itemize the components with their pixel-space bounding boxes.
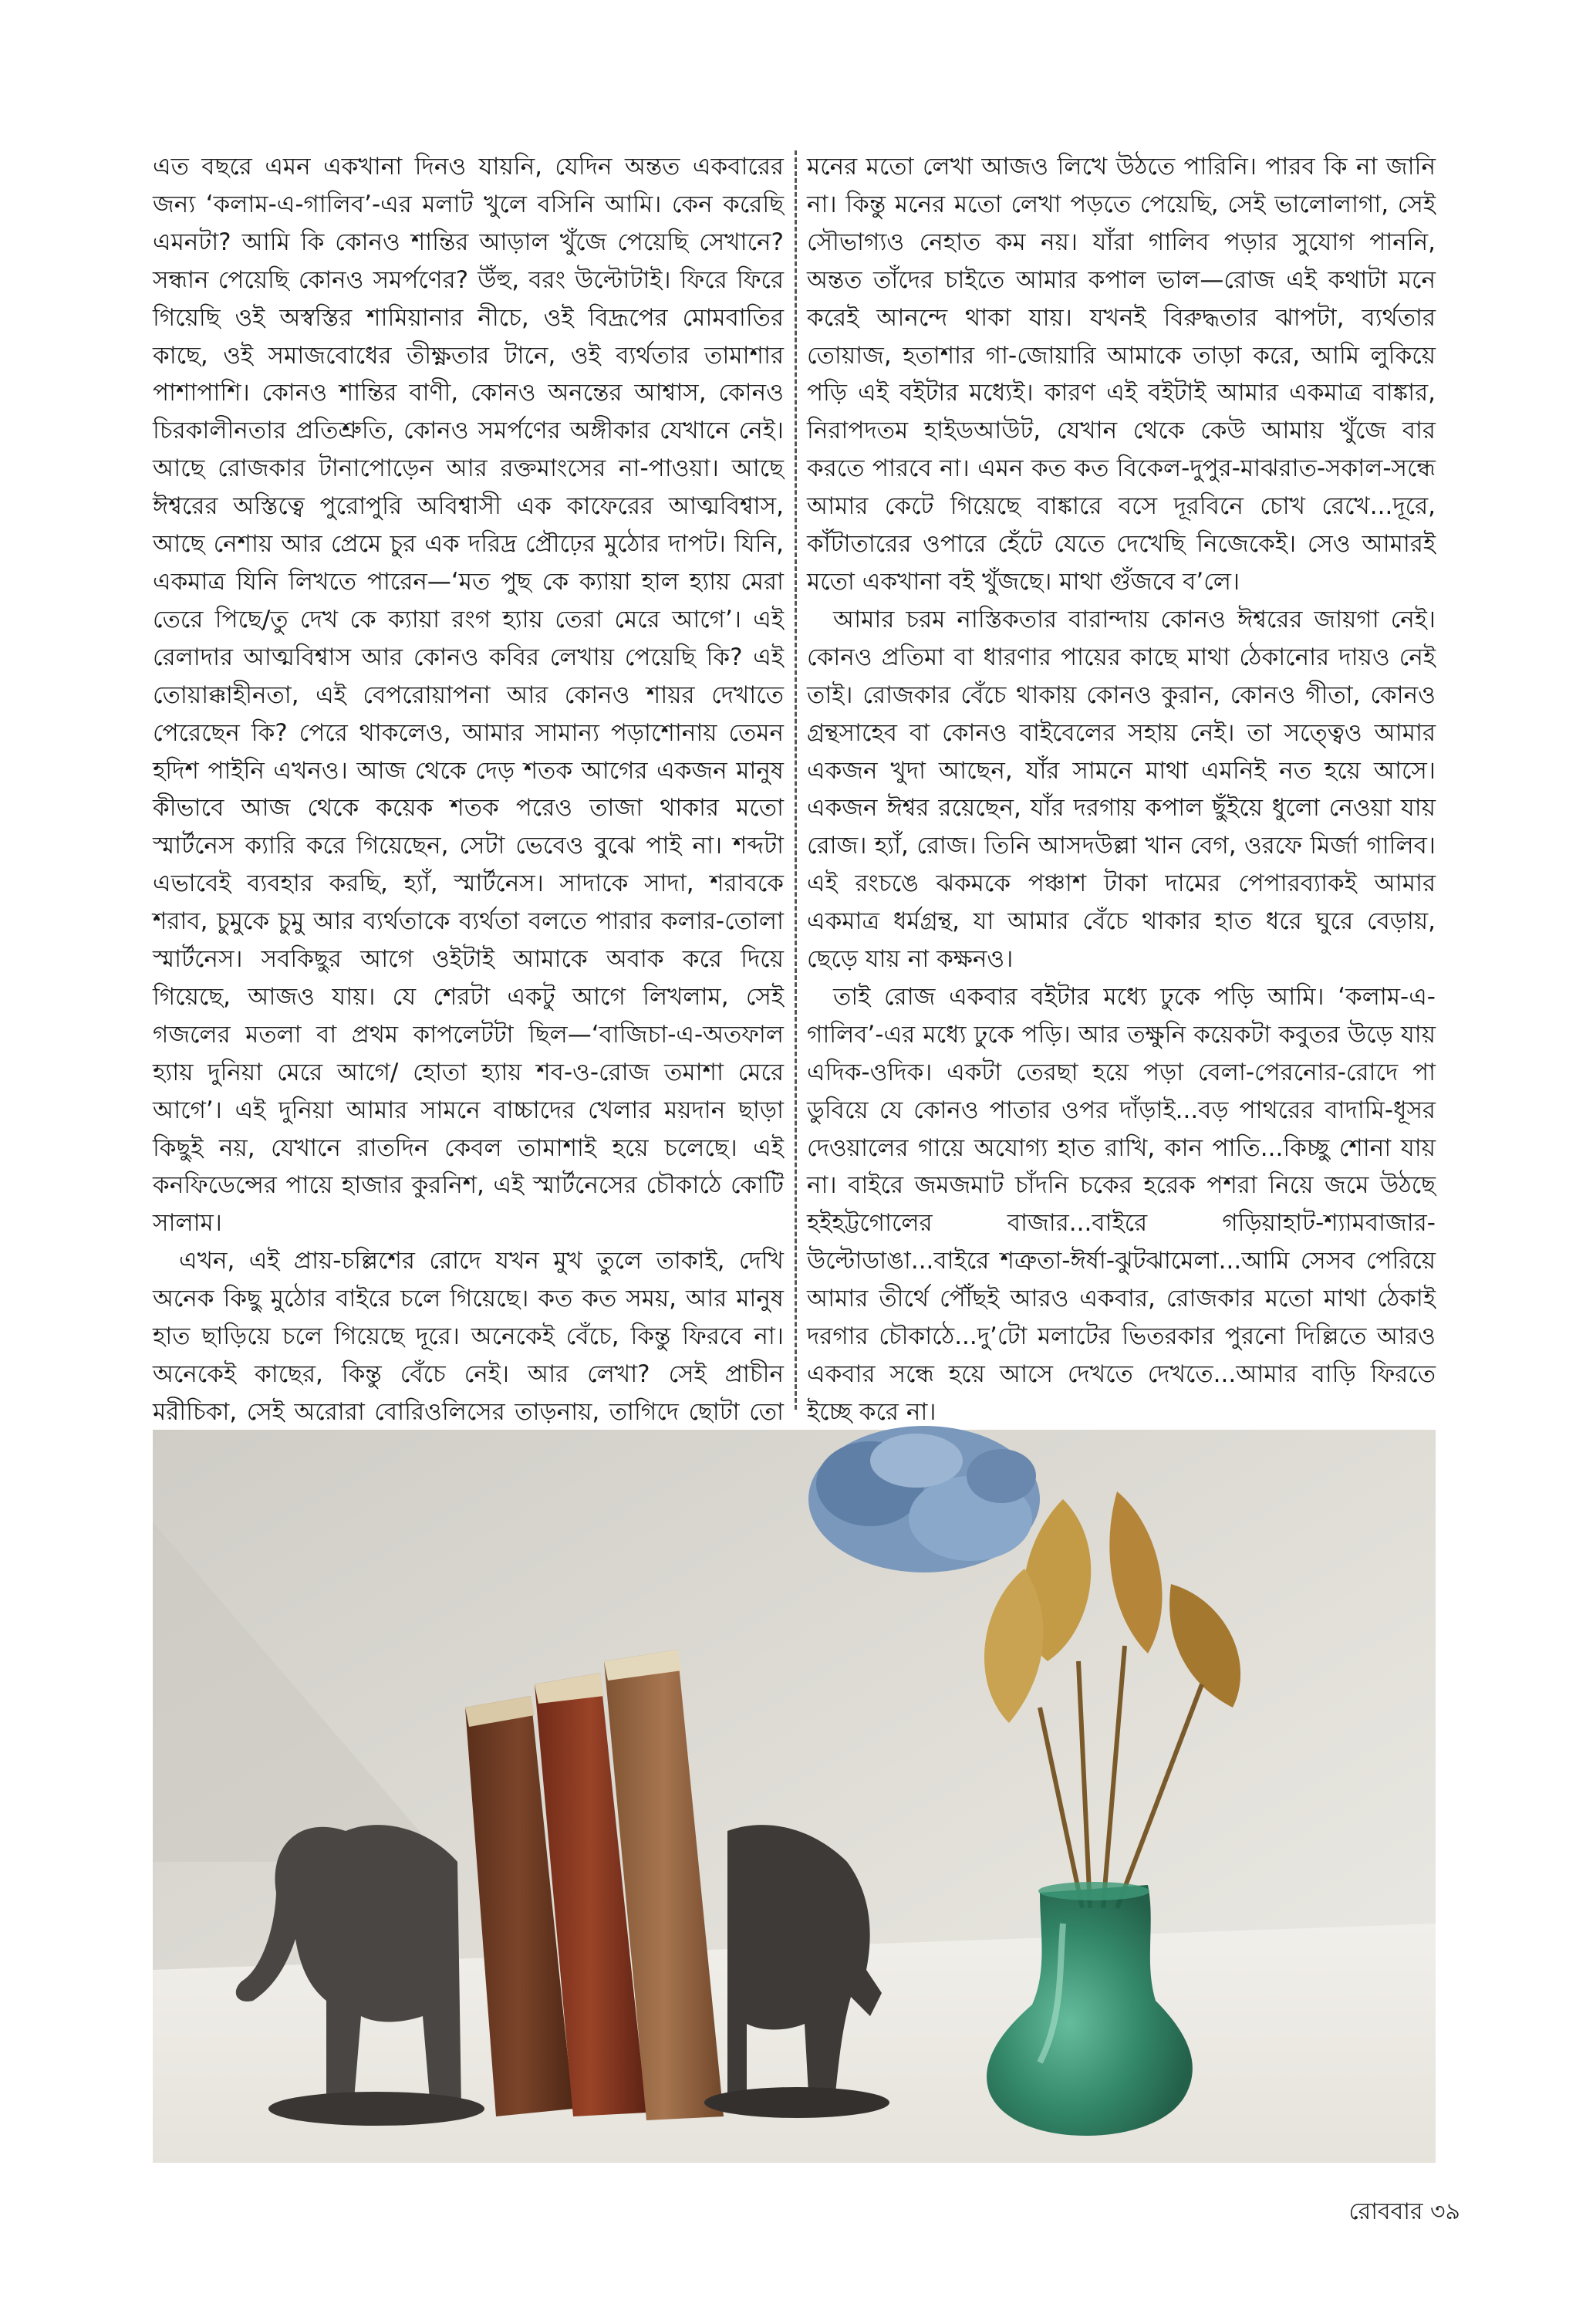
article-column-left bbox=[153, 148, 784, 1426]
article-paragraph: আমার চরম নাস্তিকতার বারান্দায় কোনও ঈশ্বরের জায়গা নেই। কোনও প্রতিমা বা ধারণার পায়ের কাছে মাথা ঠেকানোর দায়ও নেই তাই। রোজকার বেঁচে থাকায় কোনও কুরান, কোনও গীতা, কোনও গ্রন্থসাহেব বা কোনও বাইবেলের সহায় নেই। তা সত্ত্বেও আমার একজন খুদা আছেন, যাঁর সামনে মাথা এমনিই নত হয়ে আসে। একজন ঈশ্বর রয়েছেন, যাঁর দরগায় কপাল ছুঁইয়ে ধুলো নেওয়া যায় রোজ। হ্যাঁ, রোজ। তিনি আসদউল্লা খান বেগ, ওরফে মির্জা গালিব। এই রংচঙে ঝকমকে পঞ্চাশ টাকা দামের পেপারব্যাকই আমার একমাত্র ধর্মগ্রন্থ, যা আমার বেঁচে থাকার হাত ধরে ঘুরে বেড়ায়, ছেড়ে যায় না কক্ষনও। bbox=[807, 605, 1436, 974]
article-column-right bbox=[807, 148, 1436, 1426]
still-life-photo bbox=[153, 1430, 1436, 2163]
article-paragraph: তাই রোজ একবার বইটার মধ্যে ঢুকে পড়ি আমি। ‘কলাম-এ-গালিব’-এর মধ্যে ঢুকে পড়ি। আর তক্ষুনি কয়েকটা কবুতর উড়ে যায় এদিক-ওদিক। একটা তেরছা হয়ে পড়া বেলা-পেরনোর-রোদে পা ডুবিয়ে যে কোনও পাতার ওপর দাঁড়াই...বড় পাথরের বাদামি-ধূসর দেওয়ালের গায়ে অযোগ্য হাত রাখি, কান পাতি...কিচ্ছু শোনা যায় না। বাইরে জমজমাট চাঁদনি চকের হরেক পশরা নিয়ে জমে উঠছে হইহট্টগোলের বাজার...বাইরে গড়িয়াহাট-শ্যামবাজার-উল্টোডাঙা...বাইরে শত্রুতা-ঈর্ষা-ঝুটঝামেলা...আমি সেসব পেরিয়ে আমার তীর্থে পৌঁছই আরও একবার, রোজকার মতো মাথা ঠেকাই দরগার চৌকাঠে...দু’টো মলাটের ভিতরকার পুরনো দিল্লিতে আরও একবার সন্ধে হয়ে আসে দেখতে দেখতে...আমার বাড়ি ফিরতে ইচ্ছে করে না। bbox=[807, 982, 1436, 1426]
page-folio: রোববার ৩৯ bbox=[1348, 2198, 1460, 2225]
article-paragraph: এখন, এই প্রায়-চল্লিশের রোদে যখন মুখ তুলে তাকাই, দেখি অনেক কিছু মুঠোর বাইরে চলে গিয়েছে। কত কত সময়, আর মানুষ হাত ছাড়িয়ে চলে গিয়েছে দূরে। অনেকেই বেঁচে, কিন্তু ফিরবে না। অনেকেই কাছের, কিন্তু বেঁচে নেই। আর লেখা? সেই প্রাচীন মরীচিকা, সেই অরোরা বোরিওলিসের তাড়নায়, তাগিদে ছোটা তো bbox=[153, 1247, 784, 1426]
article-paragraph: এত বছরে এমন একখানা দিনও যায়নি, যেদিন অন্তত একবারের জন্য ‘কলাম-এ-গালিব’-এর মলাট খুলে বসিনি আমি। কেন করেছি এমনটা? আমি কি কোনও শান্তির আড়াল খুঁজে পেয়েছি সেখানে? সন্ধান পেয়েছি কোনও সমর্পণের? উঁহু, বরং উল্টোটাই। ফিরে ফিরে গিয়েছি ওই অস্বস্তির শামিয়ানার নীচে, ওই বিদ্রূপের মোমবাতির কাছে, ওই সমাজবোধের তীক্ষ্ণতার টানে, ওই ব্যর্থতার তামাশার পাশাপাশি। কোনও শান্তির বাণী, কোনও অনন্তের আশ্বাস, কোনও চিরকালীনতার প্রতিশ্রুতি, কোনও সমর্পণের অঙ্গীকার যেখানে নেই। আছে রোজকার টানাপোড়েন আর রক্তমাংসের না-পাওয়া। আছে ঈশ্বরের অস্তিত্বে পুরোপুরি অবিশ্বাসী এক কাফেরের আত্মবিশ্বাস, আছে নেশায় আর প্রেমে চুর এক দরিদ্র প্রৌঢ়ের মুঠোর দাপট। যিনি, একমাত্র যিনি লিখতে পারেন—‘মত পুছ কে ক্যায়া হাল হ্যায় মেরা তেরে পিছে/তু দেখ কে ক্যায়া রংগ হ্যায় তেরা মেরে আগে’। এই রেলাদার আত্মবিশ্বাস আর কোনও কবির লেখায় পেয়েছি কি? এই তোয়াক্কাহীনতা, এই বেপরোয়াপনা আর কোনও শায়র দেখাতে পেরেছেন কি? পেরে থাকলেও, আমার সামান্য পড়াশোনায় তেমন হদিশ পাইনি এখনও। আজ থেকে দেড় শতক আগের একজন মানুষ কীভাবে আজ থেকে কয়েক শতক পরেও তাজা থাকার মতো স্মার্টনেস ক্যারি করে গিয়েছেন, সেটা ভেবেও বুঝে পাই না। শব্দটা এভাবেই ব্যবহার করছি, হ্যাঁ, স্মার্টনেস। সাদাকে সাদা, শরাবকে শরাব, চুমুকে চুমু আর ব্যর্থতাকে ব্যর্থতা বলতে পারার কলার-তোলা স্মার্টনেস। সবকিছুর আগে ওইটাই আমাকে অবাক করে দিয়ে গিয়েছে, আজও যায়। যে শেরটা একটু আগে লিখলাম, সেই গজলের মতলা বা প্রথম কাপলেটটা ছিল—‘বাজিচা-এ-অতফাল হ্যায় দুনিয়া মেরে আগে/ হোতা হ্যায় শব-ও-রোজ তমাশা মেরে আগে’। এই দুনিয়া আমার সামনে বাচ্চাদের খেলার ময়দান ছাড়া কিছুই নয়, যেখানে রাতদিন কেবল তামাশাই হয়ে চলেছে। এই কনফিডেন্সের পায়ে হাজার কুরনিশ, এই স্মার্টনেসের চৌকাঠে কোটি সালাম। bbox=[153, 153, 784, 1238]
column-divider bbox=[795, 150, 797, 1410]
article-paragraph: মনের মতো লেখা আজও লিখে উঠতে পারিনি। পারব কি না জানি না। কিন্তু মনের মতো লেখা পড়তে পেয়েছি, সেই ভালোলাগা, সেই সৌভাগ্যও নেহাত কম নয়। যাঁরা গালিব পড়ার সুযোগ পাননি, অন্তত তাঁদের চাইতে আমার কপাল ভাল—রোজ এই কথাটা মনে করেই আনন্দে থাকা যায়। যখনই বিরুদ্ধতার ঝাপটা, ব্যর্থতার তোয়াজ, হতাশার গা-জোয়ারি আমাকে তাড়া করে, আমি লুকিয়ে পড়ি এই বইটার মধ্যেই। কারণ এই বইটাই আমার একমাত্র বাঙ্কার, নিরাপদতম হাইডআউট, যেখান থেকে কেউ আমায় খুঁজে বার করতে পারবে না। এমন কত কত বিকেল-দুপুর-মাঝরাত-সকাল-সন্ধে আমার কেটে গিয়েছে বাঙ্কারে বসে দূরবিনে চোখ রেখে...দূরে, কাঁটাতারের ওপারে হেঁটে যেতে দেখেছি নিজেকেই। সেও আমারই মতো একখানা বই খুঁজছে। মাথা গুঁজবে ব’লে। bbox=[807, 153, 1436, 596]
blue-flower-icon bbox=[808, 1426, 1040, 1572]
